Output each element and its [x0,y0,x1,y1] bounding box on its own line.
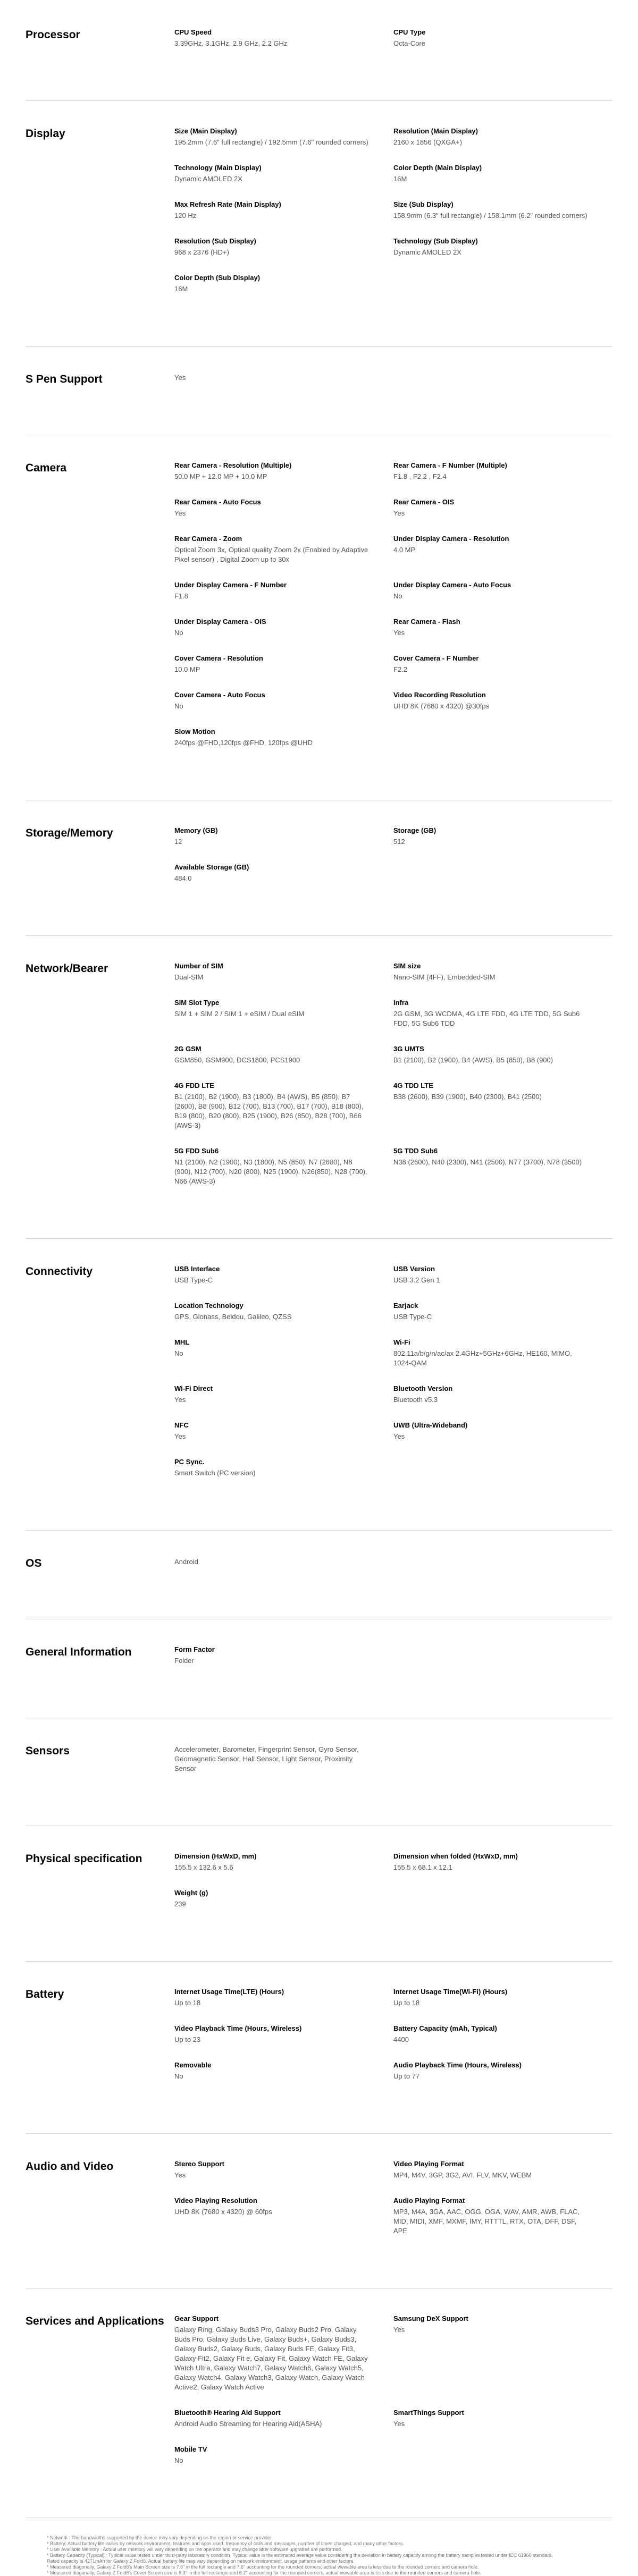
spec-value: Nano-SIM (4FF), Embedded-SIM [393,973,496,981]
spec-label: Rear Camera - Resolution (Multiple) [174,461,292,469]
spec-label: CPU Speed [174,28,212,36]
footnote: * Battery: Actual battery life varies by network environment, features and apps used, frequency of calls and messages, number of times charged, and many other factors. [47,2541,404,2546]
spec-value: Galaxy Ring, Galaxy Buds3 Pro, Galaxy Buds2 Pro, Galaxy Buds Pro, Galaxy Buds Live, Galaxy Buds+, Galaxy Buds3, Galaxy Buds2, Galaxy Buds, Galaxy Buds FE, Galaxy Fit3, Galaxy Fit2, Galaxy Fit e, Galaxy Fit, Galaxy Watch FE, Galaxy Watch Ultra, Galaxy Watch7, Galaxy Watch6, Galaxy Watch5, Galaxy Watch4, Galaxy Watch3, Galaxy Watch, Galaxy Watch Active2, Galaxy Watch Active [174,2326,368,2391]
spec-label: Storage (GB) [393,826,436,834]
spec-label: Rear Camera - OIS [393,498,455,506]
spec-item [174,200,393,221]
spec-value: GSM850, GSM900, DCS1800, PCS1900 [174,1056,300,1064]
spec-item [174,273,393,294]
spec-item [174,654,393,674]
spec-label: Video Playback Time (Hours, Wireless) [174,2024,302,2032]
spec-item [393,237,612,257]
spec-value: Yes [174,1396,186,1404]
spec-item [393,1852,612,1872]
spec-value: Yes [393,509,405,517]
spec-value: B38 (2600), B39 (1900), B40 (2300), B41 (2500) [393,1093,542,1101]
spec-label: Internet Usage Time(Wi-Fi) (Hours) [393,1988,508,1996]
spec-value: Folder [174,1657,194,1665]
spec-label: 5G FDD Sub6 [174,1147,219,1155]
spec-value: 195.2mm (7.6" full rectangle) / 192.5mm (7.6" rounded corners) [174,138,368,146]
spec-item [393,690,612,711]
spec-grid [174,2314,612,2481]
spec-value: USB 3.2 Gen 1 [393,1276,440,1284]
footnote: * Measured diagonally, Galaxy Z Fold6's Cover Screen size is 6.3" in the full rectangle and 6.2" accounting for the rounded corners; actual viewable area is less due to the rounded corners and camera hole. [47,2570,481,2575]
spec-item [174,237,393,257]
spec-section [26,101,612,347]
spec-item [393,1384,612,1405]
spec-value: Dynamic AMOLED 2X [393,248,461,256]
spec-label: Location Technology [174,1302,244,1310]
spec-value: No [174,2072,183,2080]
spec-label: Dimension (HxWxD, mm) [174,1852,257,1860]
spec-section [26,2288,612,2518]
spec-label: Weight (g) [174,1889,208,1897]
spec-item [393,1421,612,1441]
spec-item [393,654,612,674]
spec-grid [174,1645,612,1682]
spec-label: Rear Camera - F Number (Multiple) [393,461,507,469]
section-title: Network/Bearer [26,962,108,975]
spec-value: USB Type-C [174,1276,213,1284]
spec-item [174,2314,393,2392]
spec-item [393,2314,612,2392]
spec-label: Form Factor [174,1645,215,1653]
spec-label: 5G TDD Sub6 [393,1147,438,1155]
spec-section [26,2134,612,2288]
spec-value: Dynamic AMOLED 2X [174,175,242,183]
spec-label: Infra [393,999,409,1007]
spec-item [174,534,393,564]
spec-label: USB Version [393,1265,435,1273]
spec-section [26,800,612,936]
spec-item [174,2060,393,2081]
spec-section [26,1239,612,1531]
spec-value: Dual-SIM [174,973,204,981]
spec-sections [26,0,612,2518]
spec-label: Bluetooth® Hearing Aid Support [174,2409,281,2417]
spec-item [393,1146,612,1186]
spec-label: USB Interface [174,1265,220,1273]
spec-section [26,1531,612,1619]
spec-value: Android Audio Streaming for Hearing Aid(ASHA) [174,2420,322,2428]
spec-value: Yes [174,509,186,517]
section-title: OS [26,1557,42,1569]
spec-value: No [174,2456,183,2464]
spec-label: Under Display Camera - Auto Focus [393,581,511,589]
spec-label: Under Display Camera - Resolution [393,535,509,543]
spec-value: 158.9mm (6.3" full rectangle) / 158.1mm (6.2" rounded corners) [393,212,587,219]
spec-item [393,2408,612,2429]
spec-value: 10.0 MP [174,665,200,673]
spec-section [26,0,612,101]
spec-value: Yes [393,629,405,637]
spec-item [393,1044,612,1065]
spec-item [174,1421,393,1441]
spec-value: Yes [393,2420,405,2428]
spec-value: No [174,629,183,637]
spec-label: Dimension when folded (HxWxD, mm) [393,1852,518,1860]
spec-value: Up to 23 [174,2036,201,2043]
spec-item [393,28,612,48]
spec-label: Under Display Camera - F Number [174,581,287,589]
section-title: S Pen Support [26,373,103,385]
spec-value: B1 (2100), B2 (1900), B4 (AWS), B5 (850), B8 (900) [393,1056,553,1064]
spec-grid [174,461,612,764]
spec-item [174,1081,393,1130]
spec-label: Gear Support [174,2315,219,2322]
spec-value: 968 x 2376 (HD+) [174,248,229,256]
spec-value: Yes [174,1432,186,1440]
spec-item [174,998,393,1028]
footnote: * User Available Memory : Actual user memory will vary depending on the operator and may change after software upgrades are performed. [47,2547,342,2552]
spec-item [174,1645,393,1666]
spec-value: USB Type-C [393,1313,432,1321]
spec-value: No [174,1349,183,1357]
spec-item [174,727,393,748]
spec-label: Battery Capacity (mAh, Typical) [393,2024,497,2032]
spec-section [26,1619,612,1718]
spec-grid [174,2159,612,2252]
spec-value: Up to 18 [393,1999,420,2007]
spec-item [174,1384,393,1405]
spec-value: Bluetooth v5.3 [393,1396,438,1404]
spec-value: 4400 [393,2036,409,2043]
section-title: Audio and Video [26,2160,114,2173]
section-title: Connectivity [26,1265,93,1278]
spec-item [174,1556,393,1567]
spec-item [393,961,612,982]
spec-label: Size (Sub Display) [393,200,454,208]
spec-value: No [393,592,402,600]
spec-label: Bluetooth Version [393,1384,453,1392]
spec-grid [174,1852,612,1925]
spec-value: 484.0 [174,874,192,882]
spec-item [393,2024,612,2045]
spec-grid [174,826,612,899]
spec-item [174,1457,393,1478]
spec-label: Wi-Fi [393,1338,410,1346]
spec-item [174,28,393,48]
spec-item [393,1338,612,1368]
spec-value: 239 [174,1900,186,1908]
spec-label: Slow Motion [174,728,215,736]
spec-label: Audio Playing Format [393,2197,465,2205]
section-title: Display [26,128,65,140]
spec-item [393,1081,612,1130]
spec-label: Cover Camera - F Number [393,654,479,662]
spec-value: Yes [174,2171,186,2179]
spec-item [174,690,393,711]
spec-label: SmartThings Support [393,2409,464,2417]
spec-item [393,826,612,847]
spec-label: Samsung DeX Support [393,2315,468,2322]
spec-value: 155.5 x 68.1 x 12.1 [393,1863,452,1871]
spec-item [393,2196,612,2236]
spec-value: Octa-Core [393,39,425,47]
spec-label: Available Storage (GB) [174,863,249,871]
spec-label: 3G UMTS [393,1045,424,1053]
spec-value: Yes [393,2326,405,2334]
spec-label: Resolution (Main Display) [393,127,478,135]
spec-item [174,826,393,847]
spec-grid [174,126,612,310]
spec-item [393,2159,612,2180]
spec-label: Rear Camera - Flash [393,618,460,626]
spec-value: F1.8 , F2.2 , F2.4 [393,472,447,480]
spec-label: Rear Camera - Auto Focus [174,498,261,506]
footnote: * Network : The bandwidths supported by the device may vary depending on the region or service provider. [47,2535,273,2540]
spec-item [174,1987,393,2008]
spec-value: 12 [174,838,182,846]
spec-section [26,1962,612,2134]
spec-label: Video Playing Resolution [174,2197,257,2205]
spec-label: Number of SIM [174,962,223,970]
spec-value: 802.11a/b/g/n/ac/ax 2.4GHz+5GHz+6GHz, HE160, MIMO, 1024-QAM [393,1349,572,1367]
spec-item [393,2060,612,2081]
spec-item [174,1338,393,1368]
spec-label: PC Sync. [174,1458,205,1466]
spec-grid [174,961,612,1202]
spec-item [174,1264,393,1285]
spec-label: Mobile TV [174,2445,207,2453]
spec-label: SIM size [393,962,421,970]
spec-label: 4G FDD LTE [174,1082,214,1089]
spec-value: 155.5 x 132.6 x 5.6 [174,1863,233,1871]
spec-label: Wi-Fi Direct [174,1384,213,1392]
spec-label: 2G GSM [174,1045,202,1053]
section-title: Sensors [26,1745,70,1757]
spec-label: Rear Camera - Zoom [174,535,242,543]
spec-item [174,863,393,883]
spec-item [174,2408,393,2429]
spec-value: N38 (2600), N40 (2300), N41 (2500), N77 (3700), N78 (3500) [393,1158,582,1166]
footnote: * Measured diagonally, Galaxy Z Fold6's Main Screen size is 7.6" in the full rectangle and 7.6" accounting for the rounded corners; actual viewable area is less due to the rounded corners and camera hole. [47,2564,479,2570]
spec-label: 4G TDD LTE [393,1082,433,1089]
spec-label: Max Refresh Rate (Main Display) [174,200,281,208]
spec-section [26,435,612,800]
section-title: Processor [26,29,80,41]
spec-value: 240fps @FHD,120fps @FHD, 120fps @UHD [174,739,313,747]
spec-item [174,372,393,383]
spec-item [174,1852,393,1872]
spec-item [393,163,612,184]
spec-item [393,461,612,482]
spec-item [174,1301,393,1322]
spec-label: Earjack [393,1302,418,1310]
spec-item [174,2445,393,2465]
spec-label: Internet Usage Time(LTE) (Hours) [174,1988,284,1996]
section-title: Physical specification [26,1853,142,1865]
spec-value: MP3, M4A, 3GA, AAC, OGG, OGA, WAV, AMR, AWB, FLAC, MID, MIDI, XMF, MXMF, IMY, RTTTL, RTX, OTA, DFF, DSF, APE [393,2208,580,2235]
spec-label: SIM Slot Type [174,999,220,1007]
spec-value: 120 Hz [174,212,197,219]
spec-value: Up to 77 [393,2072,420,2080]
spec-label: MHL [174,1338,190,1346]
spec-value: 2G GSM, 3G WCDMA, 4G LTE FDD, 4G LTE TDD, 5G Sub6 FDD, 5G Sub6 TDD [393,1010,580,1027]
section-title: Camera [26,462,67,474]
spec-item [174,1146,393,1186]
spec-value: 50.0 MP + 12.0 MP + 10.0 MP [174,472,267,480]
spec-label: Audio Playback Time (Hours, Wireless) [393,2061,522,2069]
spec-section [26,1718,612,1826]
spec-item [393,1301,612,1322]
spec-item [174,2196,393,2236]
spec-item [174,961,393,982]
spec-value: N1 (2100), N2 (1900), N3 (1800), N5 (850), N7 (2600), N8 (900), N12 (700), N20 (800), N25 (1900), N26(850), N28 (700), N66 (AWS-3) [174,1158,367,1185]
footnotes [47,2518,557,2576]
spec-item [174,2024,393,2045]
spec-item [174,126,393,147]
spec-value: 512 [393,838,405,846]
spec-section [26,1826,612,1962]
spec-value: 16M [174,285,188,293]
spec-value: F1.8 [174,592,189,600]
spec-grid [174,372,612,399]
spec-grid [174,1264,612,1494]
spec-item [174,580,393,601]
spec-item [393,497,612,518]
spec-item [393,580,612,601]
spec-value: MP4, M4V, 3GP, 3G2, AVI, FLV, MKV, WEBM [393,2171,532,2179]
spec-label: Memory (GB) [174,826,218,834]
spec-value: Accelerometer, Barometer, Fingerprint Sensor, Gyro Sensor, Geomagnetic Sensor, Hall Sensor, Light Sensor, Proximity Sensor [174,1745,359,1772]
spec-section [26,936,612,1239]
spec-item [174,1744,393,1773]
spec-value: B1 (2100), B2 (1900), B3 (1800), B4 (AWS), B5 (850), B7 (2600), B8 (900), B12 (700), B13 (700), B17 (700), B18 (800), B19 (800), B20 (800), B25 (1900), B26 (850), B28 (700), B66 (AWS-3) [174,1093,364,1129]
spec-value: 3.39GHz, 3.1GHz, 2.9 GHz, 2.2 GHz [174,39,288,47]
spec-label: NFC [174,1421,189,1429]
spec-grid [174,28,612,64]
spec-item [393,200,612,221]
spec-value: Yes [393,1432,405,1440]
spec-value: 4.0 MP [393,546,416,554]
section-title: Battery [26,1988,64,2000]
spec-item [174,617,393,638]
section-title: General Information [26,1646,132,1658]
spec-value: 2160 x 1856 (QXGA+) [393,138,462,146]
spec-value: Smart Switch (PC version) [174,1469,256,1477]
spec-label: Under Display Camera - OIS [174,618,266,626]
spec-item [174,461,393,482]
spec-item [393,998,612,1028]
spec-label: Color Depth (Main Display) [393,164,482,172]
spec-item [174,163,393,184]
spec-item [393,1264,612,1285]
spec-label: Removable [174,2061,212,2069]
spec-value: GPS, Glonass, Beidou, Galileo, QZSS [174,1313,292,1321]
spec-value: Android [174,1558,198,1566]
spec-label: Color Depth (Sub Display) [174,274,261,282]
spec-label: Technology (Sub Display) [393,237,478,245]
spec-grid [174,1987,612,2097]
spec-label: Technology (Main Display) [174,164,262,172]
spec-value: No [174,702,183,710]
section-title: Storage/Memory [26,827,113,839]
spec-value: UHD 8K (7680 x 4320) @ 60fps [174,2208,272,2216]
spec-item [174,2159,393,2180]
spec-label: CPU Type [393,28,426,36]
spec-item [174,1888,393,1909]
spec-label: Video Recording Resolution [393,691,486,699]
spec-label: Video Playing Format [393,2160,464,2168]
spec-label: Stereo Support [174,2160,224,2168]
spec-label: Cover Camera - Auto Focus [174,691,265,699]
spec-item [393,534,612,564]
spec-value: SIM 1 + SIM 2 / SIM 1 + eSIM / Dual eSIM [174,1010,305,1018]
spec-value: Yes [174,374,186,382]
spec-value: Up to 18 [174,1999,201,2007]
section-title: Services and Applications [26,2315,164,2327]
spec-grid [174,1556,612,1583]
spec-section [26,347,612,435]
spec-item [393,126,612,147]
spec-label: Resolution (Sub Display) [174,237,256,245]
spec-value: F2.2 [393,665,408,673]
spec-label: Size (Main Display) [174,127,237,135]
spec-item [174,497,393,518]
spec-item [174,1044,393,1065]
spec-item [393,617,612,638]
spec-label: UWB (Ultra-Wideband) [393,1421,468,1429]
spec-value: 16M [393,175,407,183]
spec-value: UHD 8K (7680 x 4320) @30fps [393,702,490,710]
spec-grid [174,1744,612,1789]
footnote: * Battery Capacity (Typical) : Typical value tested under third-party laboratory condition. Typical value is the estimated average value considering the deviation in battery capacity among the battery samples tested under IEC 61960 standard. Rated capacity is 4271mAh for Galaxy Z Fold6. Actual battery life may vary depending on network environment, usage patterns and other factors. [47,2553,553,2564]
spec-item [393,1987,612,2008]
spec-label: Cover Camera - Resolution [174,654,263,662]
spec-value: Optical Zoom 3x, Optical quality Zoom 2x (Enabled by Adaptive Pixel sensor) , Digital Zoom up to 30x [174,546,368,563]
